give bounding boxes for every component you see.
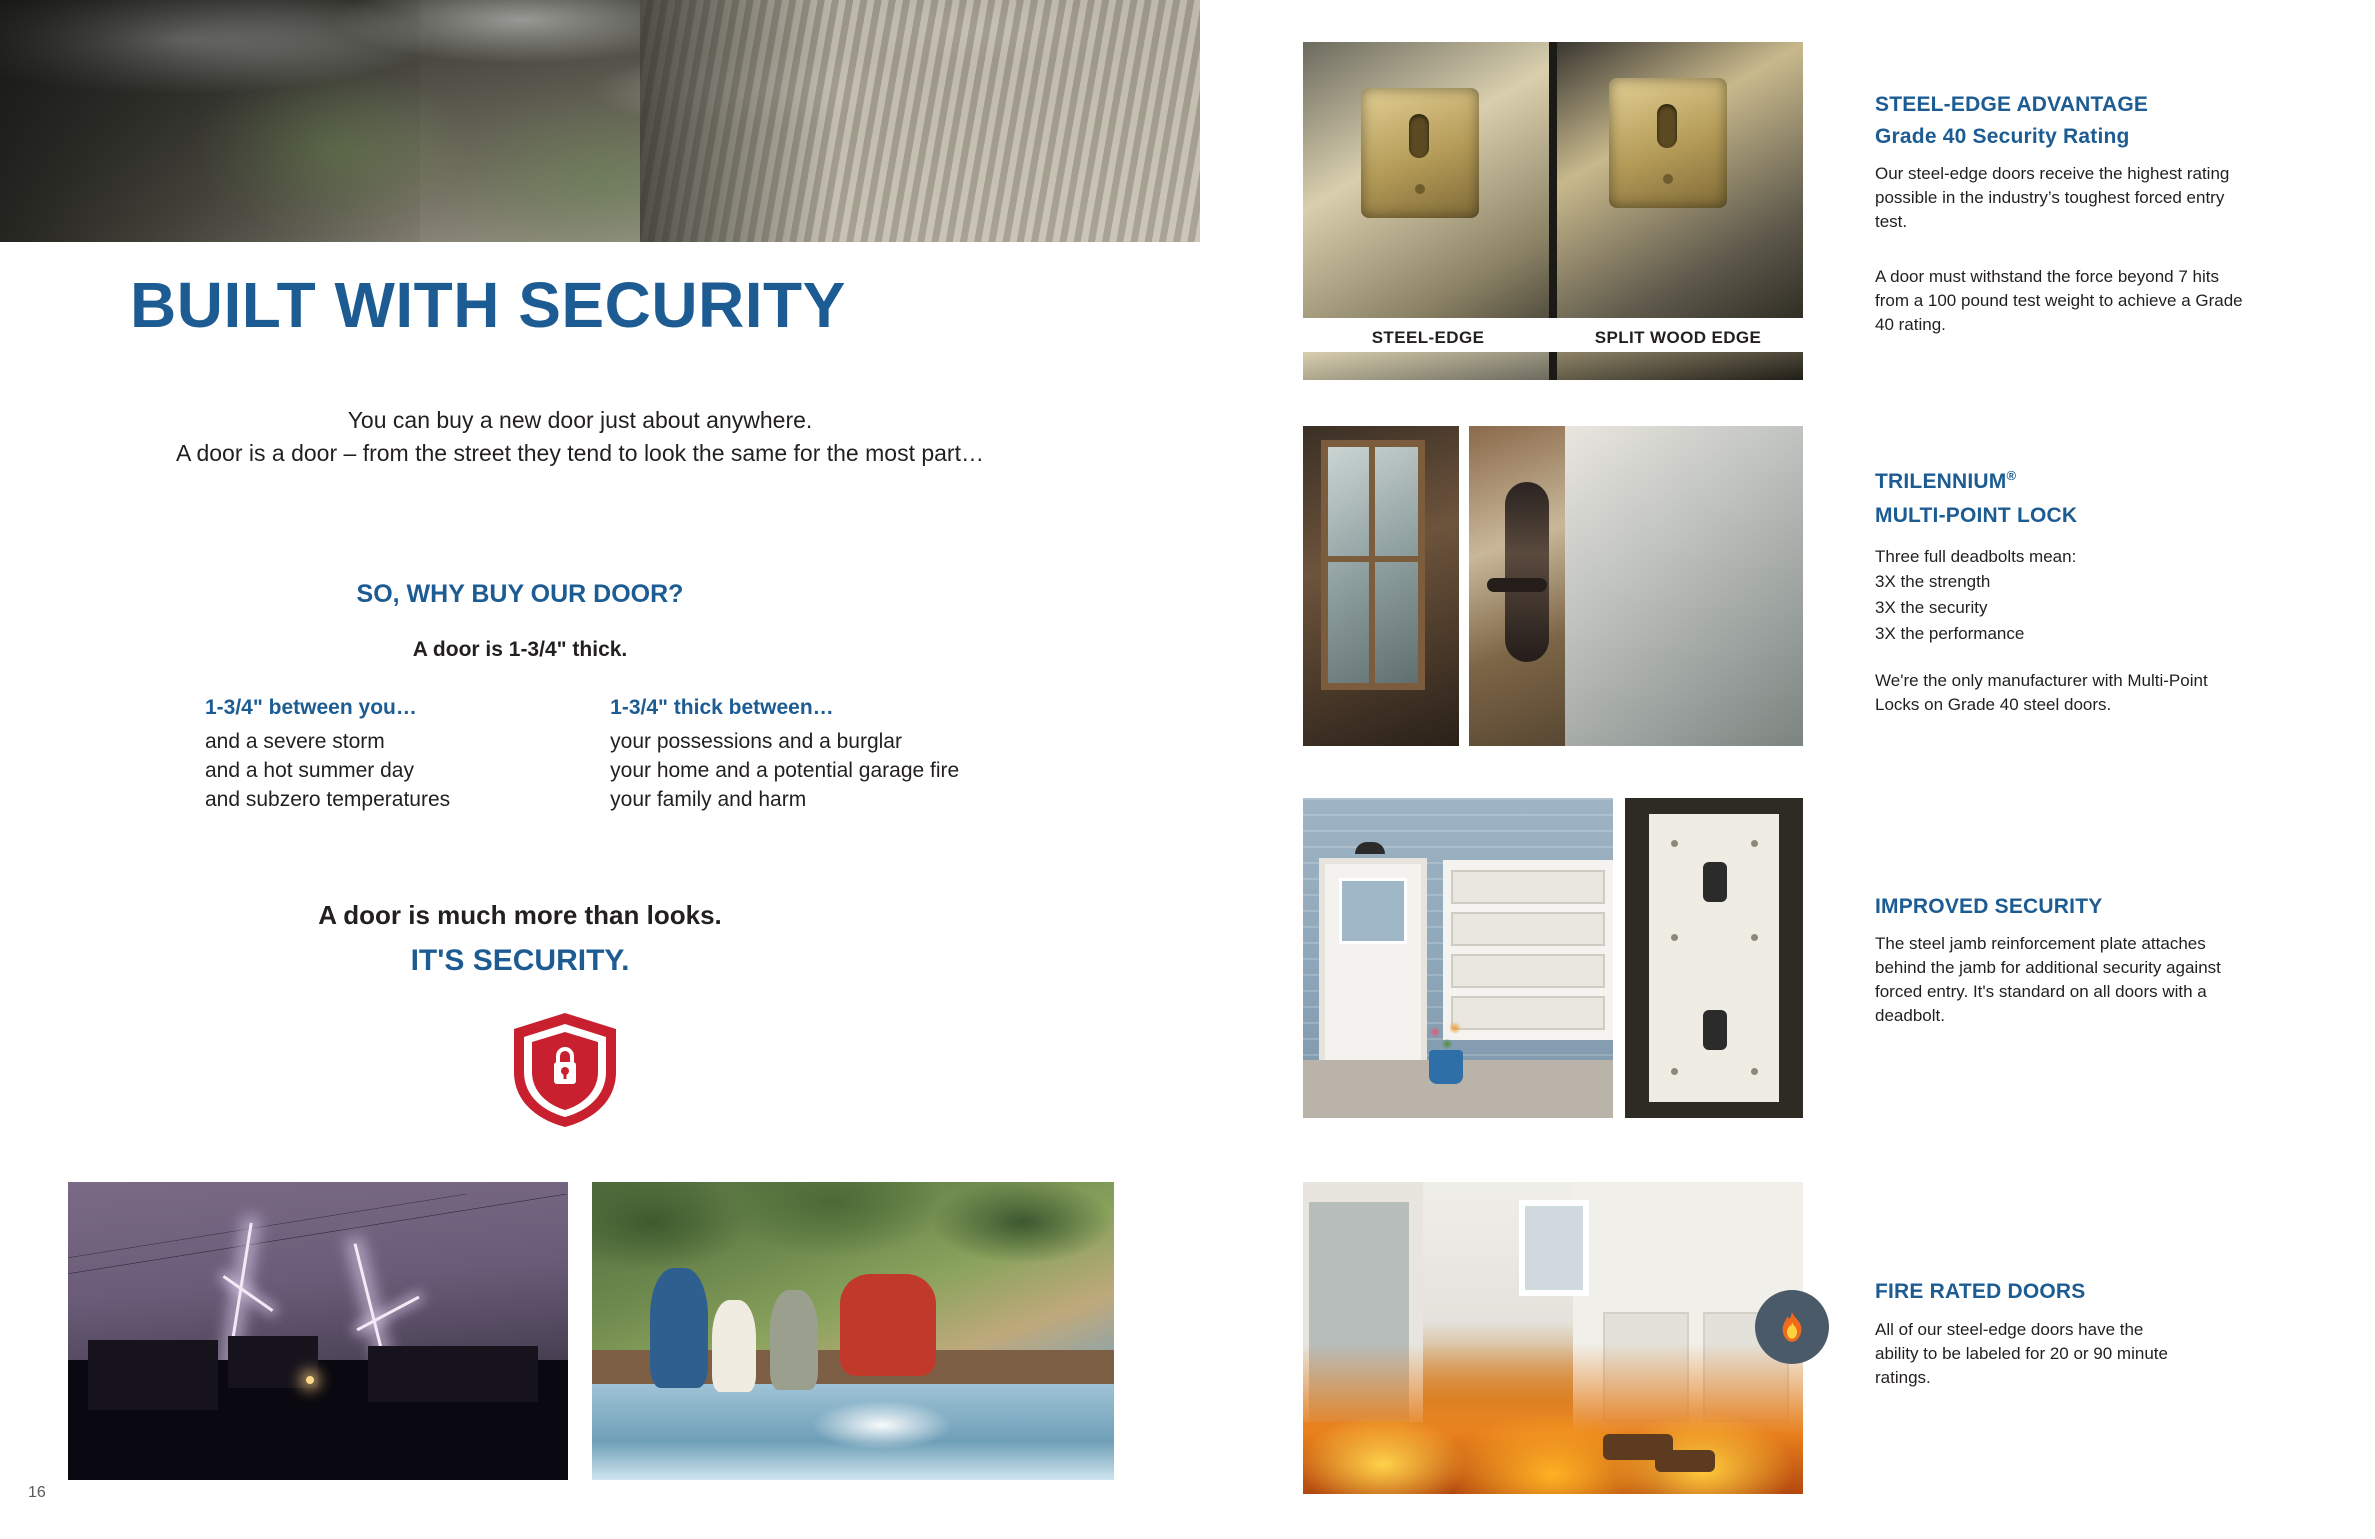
caption-steel-edge: STEEL-EDGE (1371, 328, 1485, 347)
jamb-reinforcement-plate-photo (1625, 798, 1803, 1118)
intro-text (80, 404, 1080, 469)
steel-edge-body-2: A door must withstand the force beyond 7 hits from a 100 pound test weight to achieve a Grade 40 rating. (1875, 267, 2243, 335)
closing-line-2: IT'S SECURITY. (410, 944, 630, 977)
benefit-column-2-line-3: your family and harm (610, 787, 807, 811)
benefit-column-1-line-3: and subzero temperatures (205, 787, 451, 811)
plate-bolt-bottom (1703, 1010, 1727, 1050)
benefit-column-1-line-1: and a severe storm (205, 730, 385, 753)
storm-photo (68, 1182, 568, 1480)
entry-door-decor (1325, 864, 1421, 1070)
garage-panel-2 (1451, 912, 1605, 946)
fire-window-decor (1519, 1200, 1589, 1296)
handle-lever (1487, 578, 1547, 592)
plate-hole-2 (1751, 840, 1758, 847)
caption-split-wood-edge: SPLIT WOOD EDGE (1594, 328, 1762, 347)
trilennium-heading-1: TRILENNIUM® (1875, 468, 2017, 493)
closeup-glass-decor (1565, 426, 1803, 746)
plate-bolt-top (1703, 862, 1727, 902)
hero-snow-photo (0, 0, 1200, 242)
benefit-column-2-line-1: your possessions and a burglar (610, 730, 902, 753)
plate-hole-3 (1671, 934, 1678, 941)
deadbolt-right (1609, 78, 1727, 208)
fire-rated-body: All of our steel-edge doors have the ability to be labeled for 20 or 90 minute ratings. (1875, 1320, 2168, 1388)
trilennium-bullet-2: 3X the security (1875, 598, 1988, 617)
benefit-column-2 (610, 696, 959, 815)
fire-badge (1755, 1290, 1829, 1364)
multipoint-handle-icon (1505, 482, 1549, 662)
thickness-line: A door is 1-3/4" thick. (412, 638, 628, 661)
shield-lock-icon (510, 1010, 620, 1130)
fire-rated-heading: FIRE RATED DOORS (1875, 1280, 2086, 1303)
strip-left (1303, 352, 1549, 380)
page-title: BUILT WITH SECURITY (130, 269, 846, 341)
screw-right (1663, 174, 1673, 184)
keyhole-right (1657, 104, 1677, 148)
power-lines-decor (68, 1194, 568, 1274)
multipoint-lock-photo (1303, 426, 1803, 746)
building-1 (88, 1340, 218, 1410)
garage-panel-4 (1451, 996, 1605, 1030)
flames-decor (1303, 1344, 1803, 1494)
family-poolside-photo (592, 1182, 1114, 1480)
flame-icon (1778, 1311, 1806, 1343)
benefit-column-1-heading: 1-3/4" between you… (205, 696, 417, 719)
lock-photo-door-full (1303, 426, 1459, 746)
trilennium-body-1: Three full deadbolts mean: (1875, 547, 2077, 566)
log-2 (1655, 1450, 1715, 1472)
fire-rated-photo (1303, 1182, 1803, 1494)
door-lite-decor (1339, 878, 1407, 944)
trilennium-body-2: We're the only manufacturer with Multi-Point Locks on Grade 40 steel doors. (1875, 671, 2208, 715)
benefit-column-2-line-2: your home and a potential garage fire (610, 758, 960, 782)
page-number: 16 (28, 1484, 46, 1501)
plate-hole-6 (1751, 1068, 1758, 1075)
garage-door-decor (1443, 860, 1613, 1040)
improved-security-heading: IMPROVED SECURITY (1875, 895, 2103, 918)
closing-line-1: A door is much more than looks. (318, 900, 722, 930)
flower-pot-flowers (1421, 1018, 1473, 1052)
water-splash-decor (782, 1390, 982, 1460)
intro-line-1: You can buy a new door just about anywhere. (347, 407, 813, 433)
benefit-column-2-heading: 1-3/4" thick between… (610, 696, 834, 719)
intro-line-2: A door is a door – from the street they tend to look the same for the most part… (176, 439, 984, 466)
garage-panel-3 (1451, 954, 1605, 988)
mullion-horizontal (1321, 556, 1425, 562)
lightning-branch-1 (223, 1275, 274, 1312)
improved-security-photo (1303, 798, 1803, 1118)
deadbolt-left (1361, 88, 1479, 218)
garage-panel-1 (1451, 870, 1605, 904)
street-lamp-light (306, 1376, 314, 1384)
building-2 (228, 1336, 318, 1388)
benefit-column-1-line-2: and a hot summer day (205, 758, 414, 782)
steel-edge-heading-1: STEEL-EDGE ADVANTAGE (1875, 93, 2149, 116)
trilennium-bullet-1: 3X the strength (1875, 572, 1991, 591)
building-3 (368, 1346, 538, 1402)
steel-edge-photo-strip (1303, 352, 1803, 380)
plate-hole-5 (1671, 1068, 1678, 1075)
why-heading: SO, WHY BUY OUR DOOR? (356, 580, 684, 608)
trilennium-heading-2: MULTI-POINT LOCK (1875, 504, 2078, 527)
plate-hole-4 (1751, 934, 1758, 941)
house-exterior-photo (1303, 798, 1613, 1118)
benefit-column-1 (205, 696, 450, 815)
steel-edge-body-1: Our steel-edge doors receive the highest rating possible in the industry’s toughest forced entry test. (1875, 164, 2230, 232)
trilennium-bullet-3: 3X the performance (1875, 624, 2025, 643)
keyhole-left (1409, 114, 1429, 158)
strip-right (1557, 352, 1803, 380)
improved-security-body: The steel jamb reinforcement plate attaches behind the jamb for additional security against forced entry. It's standard on all doors with a deadbolt. (1875, 934, 2221, 1026)
person-adult-male (840, 1274, 936, 1376)
fence-shadow-decor (640, 0, 1200, 242)
flower-pot (1429, 1050, 1463, 1084)
person-boy (770, 1290, 818, 1390)
person-toddler (712, 1300, 756, 1392)
steel-edge-heading-2: Grade 40 Security Rating (1875, 125, 2130, 148)
lock-photo-handle-closeup (1469, 426, 1803, 746)
hero-dark-overlay (0, 0, 420, 242)
reinforcement-plate (1649, 814, 1779, 1102)
porch-light-icon (1355, 842, 1385, 854)
lightning-branch-2 (356, 1296, 419, 1332)
mullion-vertical (1369, 440, 1375, 690)
benefit-columns (205, 696, 1005, 815)
plate-hole-1 (1671, 840, 1678, 847)
screw-left (1415, 184, 1425, 194)
person-adult-female (650, 1268, 708, 1388)
